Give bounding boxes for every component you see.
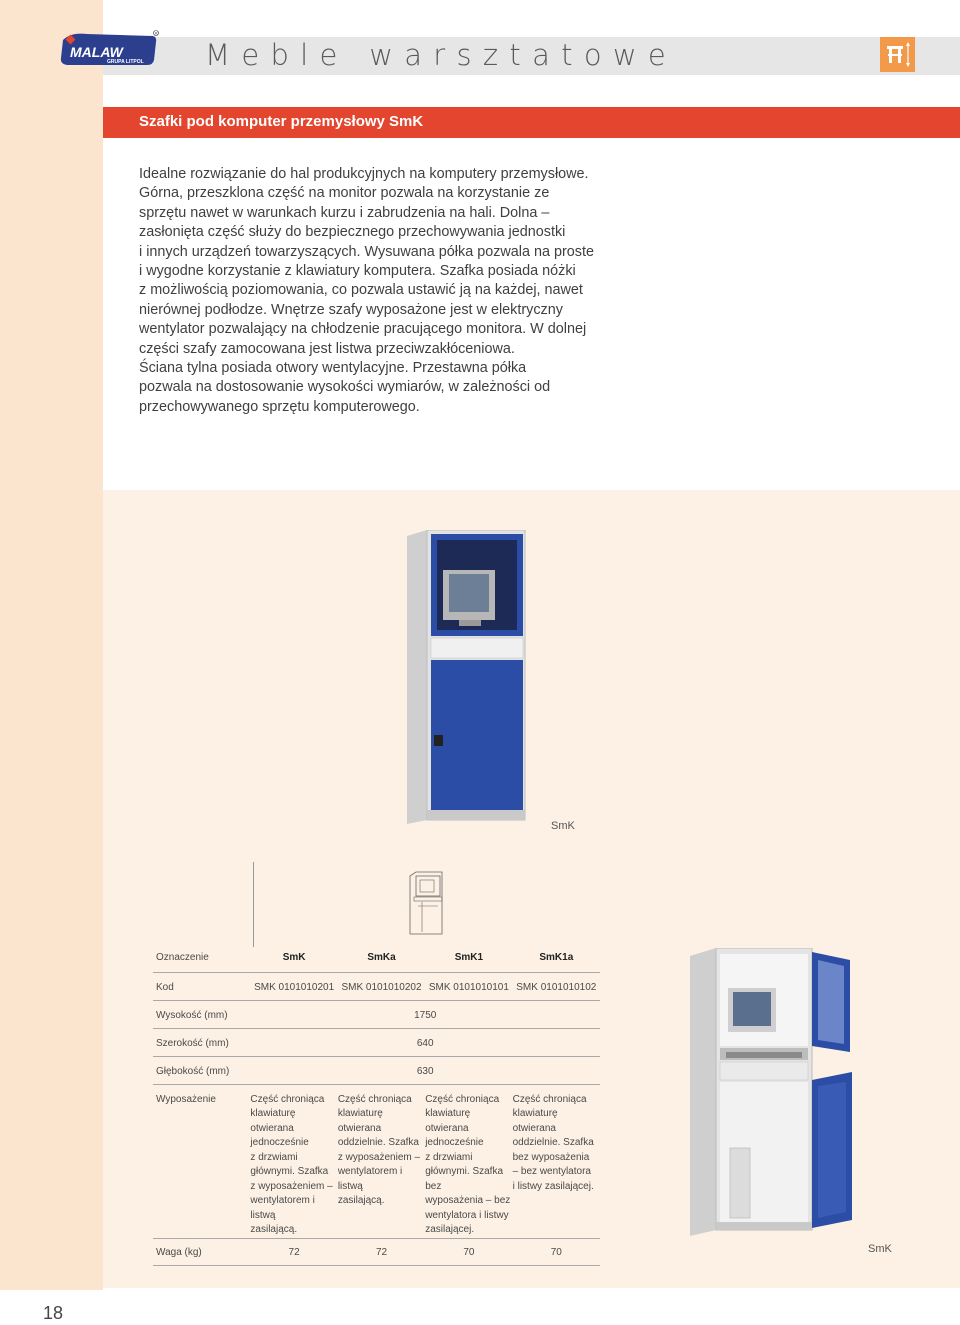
equipment-line: z drzwiami	[250, 1151, 298, 1163]
table-cell: 640	[250, 1028, 600, 1056]
table-column-header: SmKa	[338, 943, 425, 972]
table-row-label: Wyposażenie	[153, 1084, 250, 1238]
table-row-label: Waga (kg)	[153, 1238, 250, 1265]
svg-text:GRUPA LITPOL: GRUPA LITPOL	[107, 59, 144, 65]
intro-line: Ściana tylna posiada otwory wentylacyjne. Przestawna półka	[139, 360, 527, 377]
intro-line: Górna, przeszklona część na monitor pozwala na korzystanie ze	[139, 185, 550, 202]
intro-line: części szafy zamocowana jest listwa przeciwzakłóceniowa.	[139, 340, 515, 357]
table-cell	[425, 1084, 512, 1238]
intro-line: pozwala na dostosowanie wysokości wymiarów, w zależności od	[139, 379, 551, 396]
equipment-line: oddzielnie. Szafka	[512, 1137, 594, 1148]
table-row-label: Wysokość (mm)	[153, 1000, 250, 1028]
equipment-line: jednocześnie	[250, 1137, 309, 1148]
table-column-header: SmK1	[425, 943, 512, 972]
table-row	[153, 1056, 600, 1084]
table-header-label: Oznaczenie	[153, 943, 250, 972]
workbench-icon	[880, 37, 915, 72]
equipment-line: klawiaturę otwierana	[250, 1108, 296, 1134]
equipment-line: – bez wentylatora	[512, 1166, 591, 1177]
equipment-line: wentylatorem i listwą	[250, 1195, 315, 1221]
malaw-logo	[57, 30, 159, 72]
equipment-line: zasilającej.	[425, 1224, 475, 1235]
intro-line: przechowywanego sprzętu komputerowego.	[139, 398, 420, 415]
equipment-line: wentylatorem i listwą	[337, 1166, 403, 1192]
table-row	[153, 1084, 600, 1238]
table-row-label: Głębokość (mm)	[153, 1056, 250, 1084]
equipment-line: głównymi. Szafka bez	[425, 1166, 504, 1192]
table-row	[153, 1238, 600, 1265]
intro-line: Idealne rozwiązanie do hal produkcyjnych na komputery przemysłowe.	[139, 166, 589, 182]
equipment-line: z wyposażeniem –	[337, 1151, 421, 1163]
svg-text:MALAW: MALAW	[70, 44, 123, 60]
equipment-line: klawiaturę otwierana	[512, 1108, 558, 1134]
equipment-line: wentylatora i listwy	[425, 1209, 509, 1221]
equipment-line: i listwy zasilającej.	[512, 1180, 594, 1192]
equipment-line: oddzielnie. Szafka	[337, 1137, 419, 1148]
intro-line: i wygodne korzystanie z klawiatury komputera. Szafka posiada nóżki	[139, 263, 576, 280]
main-image-caption: SmK	[551, 820, 575, 832]
equipment-line: z wyposażeniem –	[250, 1180, 333, 1192]
cabinet-open-image	[690, 948, 858, 1238]
page-title: Meble warsztatowe	[205, 38, 678, 72]
equipment-line: klawiaturę otwierana	[337, 1108, 383, 1134]
intro-line: sprzętu nawet w warunkach kurzu i zabrudzenia na hali. Dolna –	[139, 204, 550, 221]
equipment-line: bez wyposażenia	[512, 1151, 590, 1163]
cabinet-line-drawing	[408, 870, 444, 936]
table-row	[153, 1000, 600, 1028]
intro-line: i innych urządzeń towarzyszących. Wysuwana półka pozwala na proste	[139, 243, 594, 260]
table-cell: 630	[250, 1056, 600, 1084]
equipment-line: Część chroniąca	[425, 1093, 500, 1105]
table-cell: SMK 0101010102	[513, 972, 600, 1000]
equipment-line: zasilającą.	[337, 1195, 385, 1206]
table-row	[153, 943, 600, 972]
table-cell	[513, 1084, 600, 1238]
equipment-line: Część chroniąca	[250, 1093, 325, 1105]
page-number: 18	[43, 1303, 64, 1323]
intro-paragraph	[139, 165, 609, 417]
table-row	[153, 972, 600, 1000]
equipment-line: z drzwiami	[425, 1151, 473, 1163]
equipment-line: jednocześnie	[425, 1137, 484, 1148]
equipment-line: klawiaturę otwierana	[425, 1108, 471, 1134]
table-cell: 72	[338, 1238, 425, 1265]
equipment-line: głównymi. Szafka	[250, 1166, 329, 1177]
table-cell: SMK 0101010201	[250, 972, 337, 1000]
table-row	[153, 1028, 600, 1056]
table-cell	[250, 1084, 337, 1238]
svg-text:R: R	[155, 31, 158, 36]
table-row-label: Szerokość (mm)	[153, 1028, 250, 1056]
table-column-header: SmK1a	[513, 943, 600, 972]
table-column-header: SmK	[250, 943, 337, 972]
equipment-line: zasilającą.	[250, 1224, 298, 1235]
table-cell	[338, 1084, 425, 1238]
equipment-line: Część chroniąca	[512, 1093, 587, 1105]
table-cell: 1750	[250, 1000, 600, 1028]
table-cell: 72	[250, 1238, 337, 1265]
table-row-label: Kod	[153, 972, 250, 1000]
table-cell: 70	[513, 1238, 600, 1265]
intro-line: z możliwością poziomowania, co pozwala ustawić ją na każdej, nawet	[139, 282, 583, 299]
intro-line: wentylator pozwalający na chłodzenie pracującego monitora. W dolnej	[139, 321, 587, 338]
table-cell: SMK 0101010101	[425, 972, 512, 1000]
intro-line: zasłonięta część służy do bezpiecznego przechowywania jednostki	[139, 224, 566, 241]
table-cell: SMK 0101010202	[338, 972, 425, 1000]
intro-line: nierównej podłodze. Wnętrze szafy wyposażone jest w elektryczny	[139, 301, 563, 318]
left-margin-strip	[0, 0, 103, 1290]
second-image-caption: SmK	[868, 1243, 892, 1255]
spec-table	[153, 943, 600, 1266]
cabinet-closed-image	[407, 530, 527, 830]
section-title: Szafki pod komputer przemysłowy SmK	[139, 113, 424, 130]
table-cell: 70	[425, 1238, 512, 1265]
equipment-line: wyposażenia – bez	[425, 1195, 511, 1206]
equipment-line: Część chroniąca	[337, 1093, 412, 1105]
